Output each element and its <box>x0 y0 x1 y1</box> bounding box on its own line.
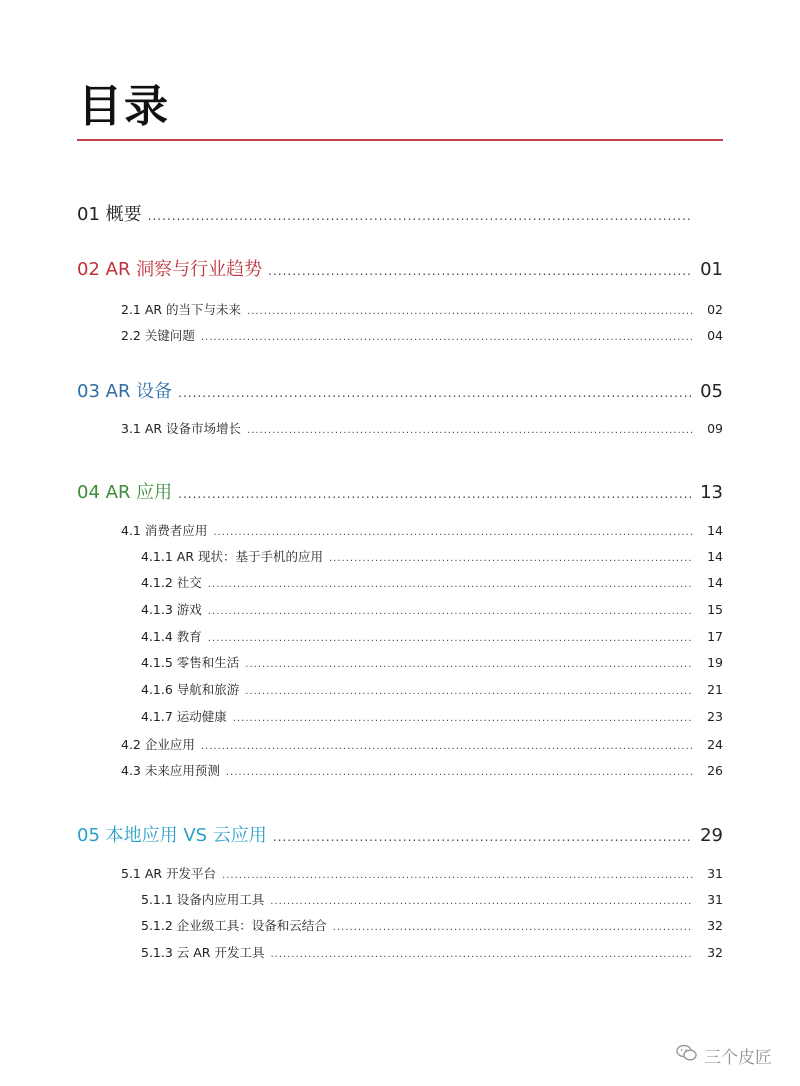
toc-page: 31 <box>707 866 723 881</box>
toc-label: 3.1 AR 设备市场增长 <box>121 421 242 436</box>
toc-label: 4.1.5 零售和生活 <box>141 655 240 670</box>
page-title: 目录 <box>78 81 170 132</box>
toc-label: 5.1.2 企业级工具：设备和云结合 <box>141 918 327 933</box>
toc-label: 4.1.7 运动健康 <box>141 709 227 724</box>
toc-page: 14 <box>707 549 723 564</box>
toc-label: 4.2 企业应用 <box>121 737 195 752</box>
toc-entry-04[interactable] <box>77 478 723 504</box>
toc-entry-4-1-4[interactable] <box>141 627 723 645</box>
toc-entry-4-1-2[interactable] <box>141 573 723 591</box>
toc-entry-5-1[interactable] <box>121 864 723 882</box>
toc-page: 01 <box>700 259 723 280</box>
toc-page: 19 <box>707 655 723 670</box>
toc-entry-4-1-5[interactable] <box>141 653 723 671</box>
toc-page: 15 <box>707 602 723 617</box>
toc-page: 32 <box>707 918 723 933</box>
toc-entry-3-1[interactable] <box>121 419 723 437</box>
leader-dots <box>222 870 693 881</box>
leader-dots <box>245 686 693 697</box>
leader-dots <box>148 209 693 223</box>
toc-label: 01 概要 <box>77 204 142 225</box>
wechat-icon <box>676 1044 698 1067</box>
toc-page: 17 <box>707 629 723 644</box>
toc-label: 4.3 未来应用预测 <box>121 763 220 778</box>
toc-page: 26 <box>707 763 723 778</box>
leader-dots <box>201 741 693 752</box>
toc-page: 23 <box>707 709 723 724</box>
toc-entry-2-1[interactable] <box>121 300 723 318</box>
toc-label: 2.1 AR 的当下与未来 <box>121 302 242 317</box>
toc-entry-05[interactable] <box>77 821 723 847</box>
toc-entry-4-1-1[interactable] <box>141 547 723 565</box>
toc-entry-5-1-1[interactable] <box>141 890 723 908</box>
leader-dots <box>233 713 693 724</box>
leader-dots <box>208 633 693 644</box>
leader-dots <box>178 386 693 400</box>
toc-page: 14 <box>707 575 723 590</box>
toc-label: 4.1 消费者应用 <box>121 523 208 538</box>
watermark-text: 三个皮匠 <box>704 1048 772 1068</box>
toc-page: 24 <box>707 737 723 752</box>
toc-page: 09 <box>707 421 723 436</box>
leader-dots <box>178 487 693 501</box>
toc-label: 05 本地应用 VS 云应用 <box>77 825 267 846</box>
leader-dots <box>270 896 693 907</box>
watermark <box>676 1043 772 1068</box>
leader-dots <box>247 306 693 317</box>
toc-label: 4.1.3 游戏 <box>141 602 202 617</box>
toc-label: 02 AR 洞察与行业趋势 <box>77 259 263 280</box>
toc-label: 5.1 AR 开发平台 <box>121 866 217 881</box>
leader-dots <box>270 949 693 960</box>
leader-dots <box>268 264 693 278</box>
leader-dots <box>273 830 693 844</box>
leader-dots <box>226 767 693 778</box>
toc-page: 14 <box>707 523 723 538</box>
toc-entry-4-2[interactable] <box>121 735 723 753</box>
toc-page: 21 <box>707 682 723 697</box>
toc-page: 05 <box>700 381 723 402</box>
toc-label: 4.1.2 社交 <box>141 575 202 590</box>
leader-dots <box>213 527 693 538</box>
toc-entry-02[interactable] <box>77 255 723 281</box>
toc-entry-01[interactable] <box>77 200 723 226</box>
toc-label: 4.1.1 AR 现状：基于手机的应用 <box>141 549 323 564</box>
toc-label: 2.2 关键问题 <box>121 328 195 343</box>
toc-entry-4-3[interactable] <box>121 761 723 779</box>
toc-entry-4-1-6[interactable] <box>141 680 723 698</box>
leader-dots <box>247 425 693 436</box>
leader-dots <box>201 332 693 343</box>
toc-entry-2-2[interactable] <box>121 326 723 344</box>
toc-entry-5-1-2[interactable] <box>141 916 723 934</box>
toc-page: 04 <box>707 328 723 343</box>
toc-page: 13 <box>700 482 723 503</box>
leader-dots <box>208 606 693 617</box>
toc-label: 5.1.3 云 AR 开发工具 <box>141 945 265 960</box>
leader-dots <box>333 922 693 933</box>
toc-page: 32 <box>707 945 723 960</box>
toc-entry-4-1-7[interactable] <box>141 707 723 725</box>
toc-entry-5-1-3[interactable] <box>141 943 723 961</box>
toc-label: 03 AR 设备 <box>77 381 173 402</box>
toc-entry-4-1-3[interactable] <box>141 600 723 618</box>
toc-label: 5.1.1 设备内应用工具 <box>141 892 265 907</box>
toc-entry-03[interactable] <box>77 377 723 403</box>
leader-dots <box>245 659 693 670</box>
leader-dots <box>329 553 693 564</box>
toc-page: 29 <box>700 825 723 846</box>
toc-label: 04 AR 应用 <box>77 482 173 503</box>
toc-label: 4.1.4 教育 <box>141 629 202 644</box>
toc-page: 31 <box>707 892 723 907</box>
toc-entry-4-1[interactable] <box>121 521 723 539</box>
leader-dots <box>208 579 693 590</box>
title-divider <box>77 139 723 141</box>
toc-label: 4.1.6 导航和旅游 <box>141 682 240 697</box>
toc-page: 02 <box>707 302 723 317</box>
